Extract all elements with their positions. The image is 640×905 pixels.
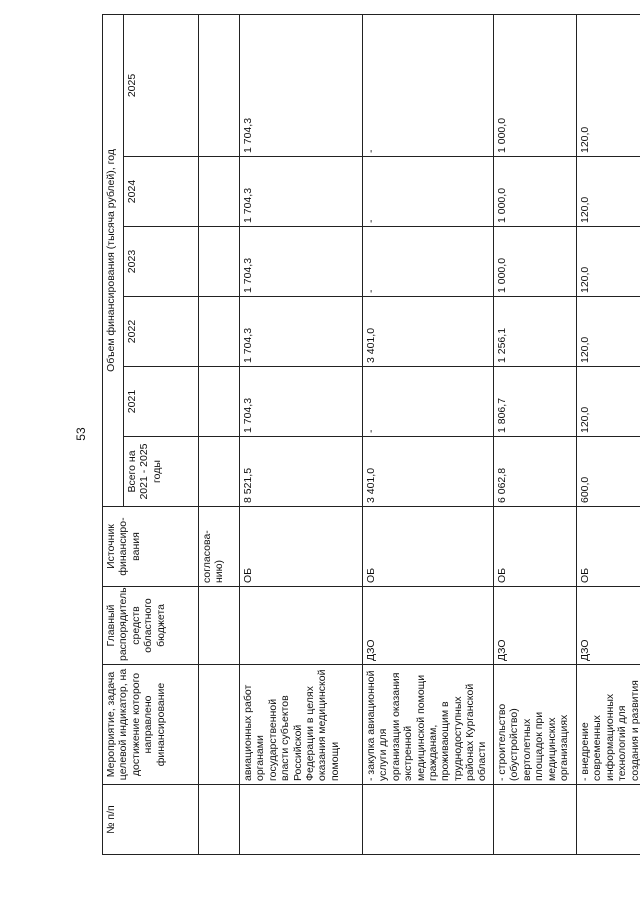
cell-num [240,785,363,855]
cell-2024: - [363,157,494,227]
cell-2021: 1 806,7 [494,367,577,437]
header-measure: Мероприятие, задача целевой индикатор, на достижение которого направлено финансирование [103,665,199,785]
table-row [494,14,577,854]
header-source: Источник финансиро-вания [103,507,199,587]
cell-2025: 1 704,3 [240,14,363,156]
cell-manager [240,587,363,665]
cell-source: ОБ [494,507,577,587]
header-total: Всего на 2021 - 2025 годы [124,437,199,507]
cell-2022 [199,297,240,367]
cell-2023: 120,0 [577,227,640,297]
header-year-2021: 2021 [124,367,199,437]
cell-2025: 120,0 [577,14,640,156]
cell-total: 8 521,5 [240,437,363,507]
funding-table-rotated [102,15,640,855]
cell-2023: 1 000,0 [494,227,577,297]
cell-2021: 1 704,3 [240,367,363,437]
cell-2021: 120,0 [577,367,640,437]
header-manager: Главный распорядитель средств областного бюджета [103,587,199,665]
cell-2022: 3 401,0 [363,297,494,367]
header-year-2024: 2024 [124,157,199,227]
cell-2024: 1 704,3 [240,157,363,227]
cell-2025: - [363,14,494,156]
cell-2022: 1 704,3 [240,297,363,367]
page-number: 53 [74,427,88,441]
cell-2021 [199,367,240,437]
cell-source: ОБ [363,507,494,587]
cell-measure: - внедрение современных информационных технологий для создания и развития [577,665,640,785]
cell-total: 600,0 [577,437,640,507]
cell-total [199,437,240,507]
table-row [577,14,640,854]
cell-num [577,785,640,855]
cell-total: 6 062,8 [494,437,577,507]
cell-2024: 1 000,0 [494,157,577,227]
cell-source: согласова-нию) [199,507,240,587]
cell-measure: - закупка авиационной услуги для организации оказания экстренной медицинской помощи гражданам, проживающим в труднодоступных районах Курганской области [363,665,494,785]
header-year-2023: 2023 [124,227,199,297]
header-row-1 [103,14,124,854]
cell-measure [199,665,240,785]
cell-total: 3 401,0 [363,437,494,507]
header-volume: Объем финансирования (тысяча рублей), год [103,14,124,506]
cell-2023 [199,227,240,297]
cell-source: ОБ [240,507,363,587]
cell-measure: авиационных работ органами государственной власти субъектов Российской Федерации в целях оказания медицинской помощи [240,665,363,785]
header-year-2022: 2022 [124,297,199,367]
cell-2025: 1 000,0 [494,14,577,156]
table-row [240,14,363,854]
cell-measure: - строительство (обустройство) вертолетных площадок при медицинских организациях [494,665,577,785]
cell-num [363,785,494,855]
cell-manager: ДЗО [494,587,577,665]
header-year-2025: 2025 [124,14,199,156]
cell-2021: - [363,367,494,437]
cell-2024: 120,0 [577,157,640,227]
cell-2022: 120,0 [577,297,640,367]
table-row [199,14,240,854]
cell-2023: - [363,227,494,297]
funding-table [102,14,640,855]
table-row [363,14,494,854]
cell-2024 [199,157,240,227]
cell-manager: ДЗО [577,587,640,665]
cell-num [199,785,240,855]
header-num: № п/п [103,785,199,855]
cell-num [494,785,577,855]
cell-2023: 1 704,3 [240,227,363,297]
cell-2025 [199,14,240,156]
cell-manager [199,587,240,665]
cell-manager: ДЗО [363,587,494,665]
cell-source: ОБ [577,507,640,587]
cell-2022: 1 256,1 [494,297,577,367]
